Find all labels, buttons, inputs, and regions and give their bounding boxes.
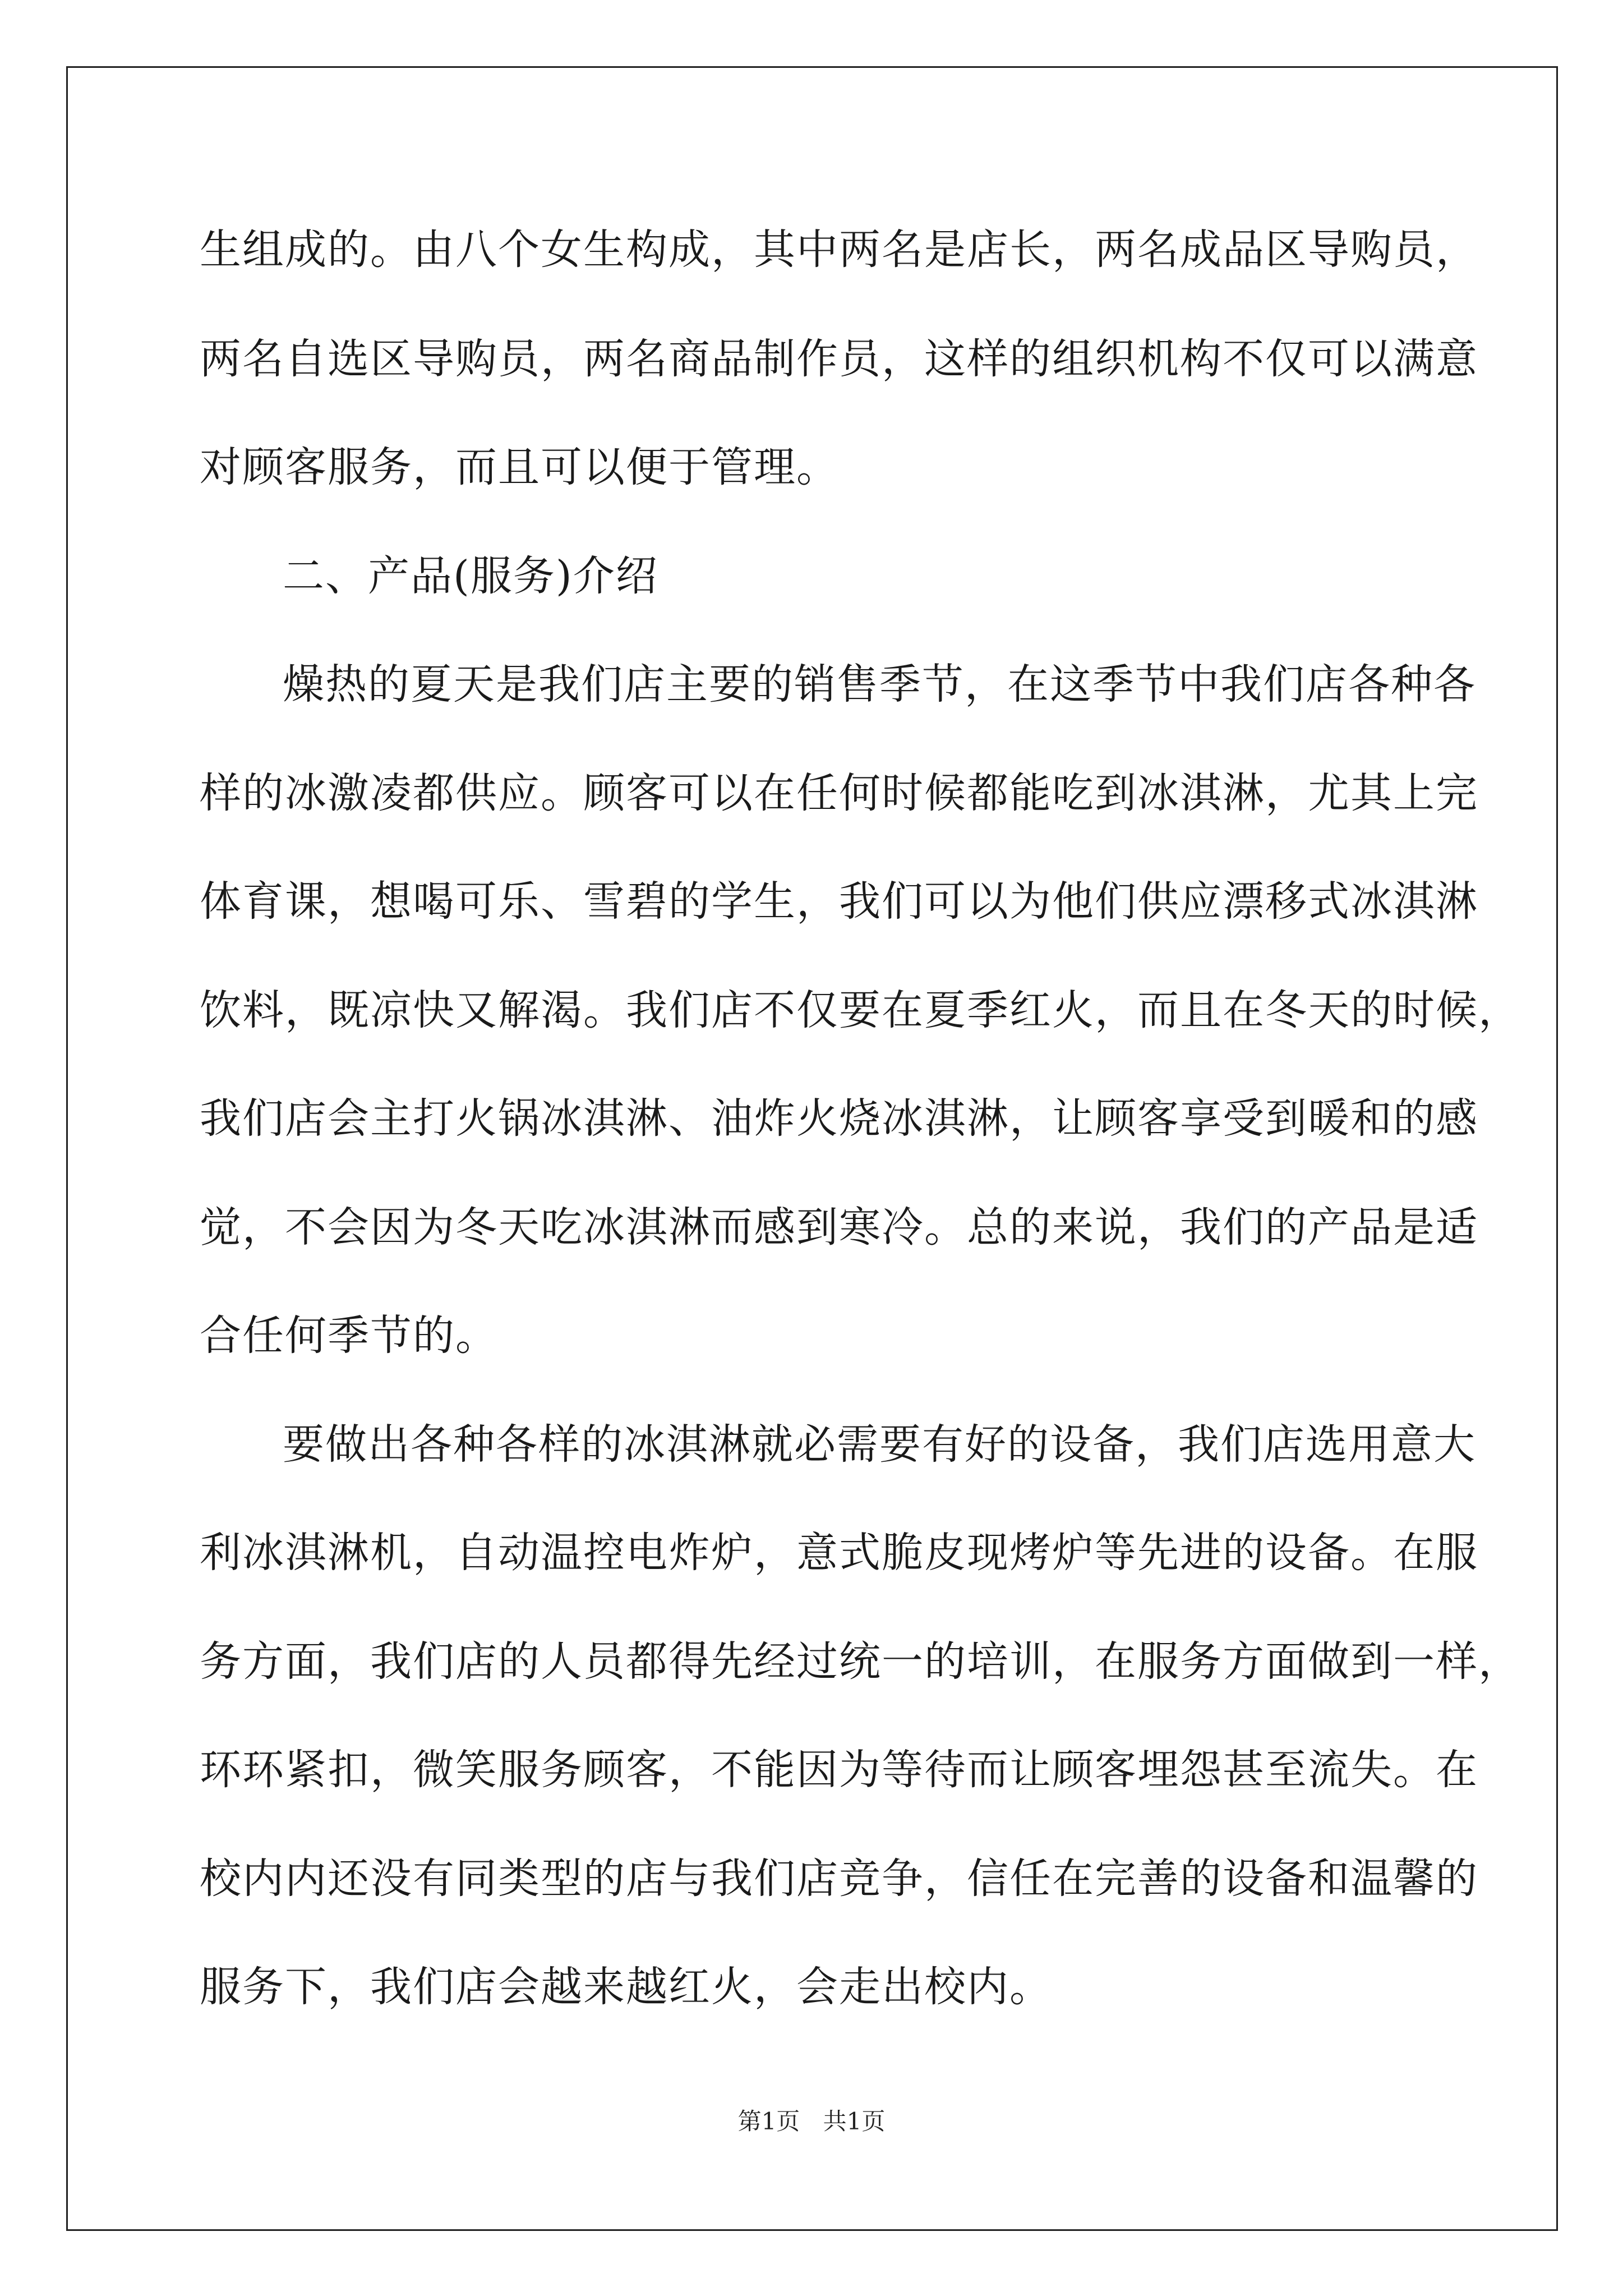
paragraph-3-line-5: 我们店会主打火锅冰淇淋、油炸火烧冰淇淋，让顾客享受到暖和的感 [200,1094,1478,1143]
page-number: 第1页 [737,2108,800,2135]
paragraph-1-line-2: 两名自选区导购员，两名商品制作员，这样的组织机构不仅可以满意 [200,335,1478,383]
paragraph-4-line-1: 要做出各种各样的冰淇淋就必需要有好的设备，我们店选用意大 [283,1420,1476,1469]
paragraph-3-line-2: 样的冰激凌都供应。顾客可以在任何时候都能吃到冰淇淋，尤其上完 [200,769,1478,817]
paragraph-4-line-5: 校内内还没有同类型的店与我们店竞争，信任在完善的设备和温馨的 [200,1855,1478,1903]
paragraph-3-line-3: 体育课，想喝可乐、雪碧的学生，我们可以为他们供应漂移式冰淇淋 [200,877,1478,926]
paragraph-4-line-6: 服务下，我们店会越来越红火，会走出校内。 [200,1963,1052,2011]
paragraph-4-line-4: 环环紧扣，微笑服务顾客，不能因为等待而让顾客埋怨甚至流失。在 [200,1746,1478,1794]
paragraph-1-line-3: 对顾客服务，而且可以便于管理。 [200,443,839,491]
section-heading: 二、产品(服务)介绍 [283,552,658,600]
paragraph-4-line-2: 利冰淇淋机，自动温控电炸炉，意式脆皮现烤炉等先进的设备。在服 [200,1529,1478,1577]
paragraph-3-line-6: 觉，不会因为冬天吃冰淇淋而感到寒冷。总的来说，我们的产品是适 [200,1203,1478,1251]
paragraph-4-line-3: 务方面，我们店的人员都得先经过统一的培训，在服务方面做到一样， [200,1637,1521,1686]
paragraph-1-line-1: 生组成的。由八个女生构成，其中两名是店长，两名成品区导购员， [200,226,1478,274]
paragraph-3-line-4: 饮料，既凉快又解渴。我们店不仅要在夏季红火，而且在冬天的时候， [200,986,1521,1034]
total-pages: 共1页 [823,2108,886,2135]
paragraph-3-line-7: 合任何季节的。 [200,1312,498,1360]
page-footer [0,2105,1623,2138]
paragraph-3-line-1: 燥热的夏天是我们店主要的销售季节，在这季节中我们店各种各 [283,660,1476,708]
